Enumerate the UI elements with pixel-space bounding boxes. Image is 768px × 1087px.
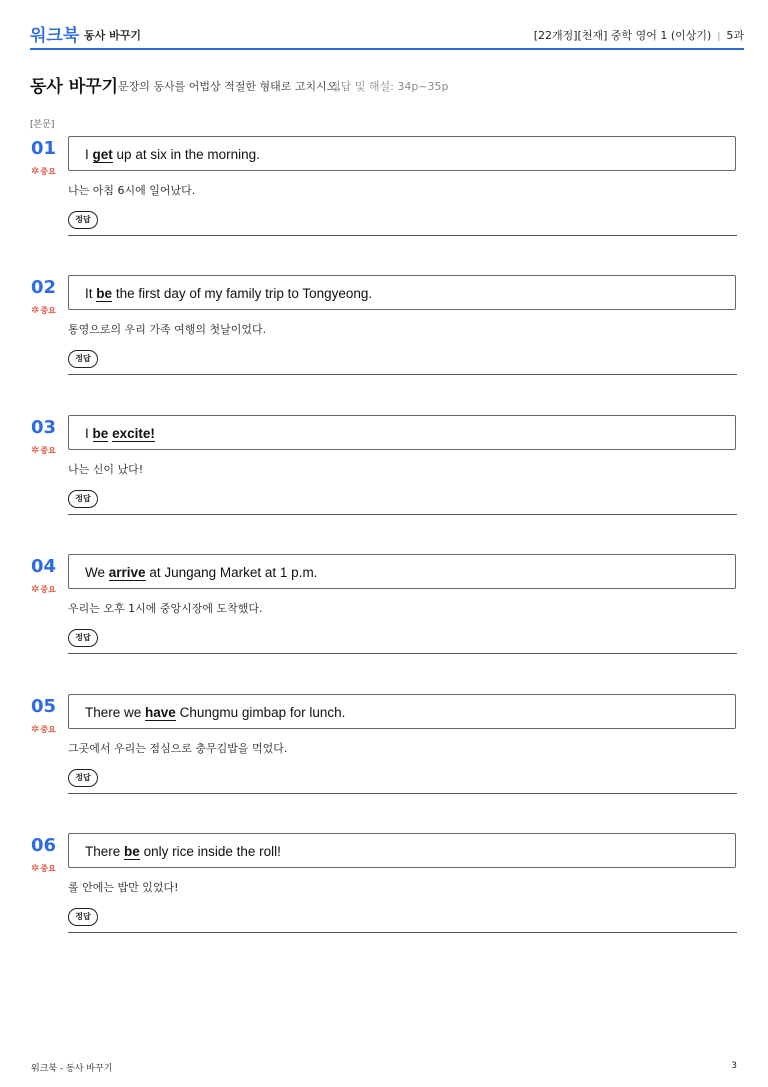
important-icon: ✲ <box>31 584 40 595</box>
target-verb: be <box>96 286 113 301</box>
question-item <box>0 833 768 943</box>
important-label: 중요 <box>40 446 56 455</box>
important-icon: ✲ <box>31 445 40 456</box>
sentence-part: There <box>85 844 121 859</box>
important-badge <box>31 445 56 456</box>
important-badge <box>31 305 56 316</box>
question-item <box>0 554 768 664</box>
sentence-text <box>85 705 345 720</box>
important-label: 중요 <box>40 585 56 594</box>
answer-button[interactable]: 정답 <box>68 211 98 229</box>
header-bar <box>30 16 744 50</box>
answer-line[interactable] <box>68 235 737 236</box>
sentence-box <box>68 275 736 310</box>
important-label: 중요 <box>40 864 56 873</box>
question-number: 05 <box>31 696 57 717</box>
important-label: 중요 <box>40 306 56 315</box>
sentence-part: It <box>85 286 93 301</box>
sentence-text <box>85 286 372 301</box>
answer-line[interactable] <box>68 932 737 933</box>
footer-title: 워크북 - 동사 바꾸기 <box>31 1064 113 1074</box>
section-label: [본문] <box>30 120 55 130</box>
sentence-text <box>85 565 317 580</box>
sentence-box <box>68 415 736 450</box>
question-item <box>0 275 768 385</box>
important-icon: ✲ <box>31 724 40 735</box>
answer-button[interactable]: 정답 <box>68 629 98 647</box>
target-verb: have <box>145 705 176 720</box>
lesson-label: 5과 <box>726 29 744 42</box>
sentence-part: only rice inside the roll! <box>143 844 281 859</box>
translation-text: 나는 신이 났다! <box>68 463 144 476</box>
target-verb: get <box>92 147 113 162</box>
sentence-part: We <box>85 565 106 580</box>
question-item <box>0 694 768 804</box>
course-info <box>534 27 744 43</box>
sentence-box <box>68 554 736 589</box>
answer-line[interactable] <box>68 374 737 375</box>
answer-button[interactable]: 정답 <box>68 490 98 508</box>
header-subtitle: 동사 바꾸기 <box>84 29 141 42</box>
sentence-part: up at six in the morning. <box>116 147 260 162</box>
important-badge <box>31 166 56 177</box>
translation-text: 나는 아침 6시에 일어났다. <box>68 184 196 197</box>
important-icon: ✲ <box>31 863 40 874</box>
question-item <box>0 136 768 246</box>
sentence-part: Chungmu gimbap for lunch. <box>179 705 346 720</box>
question-number: 06 <box>31 835 57 856</box>
translation-text: 우리는 오후 1시에 중앙시장에 도착했다. <box>68 602 263 615</box>
target-verb: excite! <box>112 426 155 441</box>
translation-text: 그곳에서 우리는 점심으로 충무김밥을 먹었다. <box>68 742 288 755</box>
sentence-box <box>68 136 736 171</box>
answer-line[interactable] <box>68 793 737 794</box>
answer-button[interactable]: 정답 <box>68 908 98 926</box>
sentence-part: There we <box>85 705 142 720</box>
target-verb: be <box>92 426 109 441</box>
sentence-box <box>68 833 736 868</box>
important-label: 중요 <box>40 725 56 734</box>
target-verb: be <box>124 844 140 859</box>
important-label: 중요 <box>40 167 56 176</box>
sentence-part: I <box>85 147 89 162</box>
answer-button[interactable]: 정답 <box>68 769 98 787</box>
important-icon: ✲ <box>31 305 40 316</box>
page-number: 3 <box>731 1061 737 1071</box>
answer-reference: 정답 및 해설: 34p~35p <box>330 80 449 93</box>
header-separator: | <box>717 32 721 42</box>
sentence-part: the first day of my family trip to Tongyeong. <box>115 286 373 301</box>
question-number: 01 <box>31 138 57 159</box>
course-name: [22개정][천재] 중학 영어 1 (이상기) <box>533 29 712 42</box>
sentence-text <box>85 147 260 162</box>
important-badge <box>31 863 56 874</box>
sentence-part: at Jungang Market at 1 p.m. <box>149 565 318 580</box>
translation-text: 통영으로의 우리 가족 여행의 첫날이었다. <box>68 323 267 336</box>
question-item <box>0 415 768 525</box>
sentence-text <box>85 426 155 441</box>
sentence-text <box>85 844 281 859</box>
brand-title: 워크북 <box>30 26 80 46</box>
sentence-part: I <box>85 426 89 441</box>
translation-text: 롤 안에는 밥만 있었다! <box>68 881 179 894</box>
sentence-box <box>68 694 736 729</box>
question-number: 03 <box>31 417 57 438</box>
answer-line[interactable] <box>68 514 737 515</box>
instruction-text: 문장의 동사를 어법상 적절한 형태로 고치시오. <box>118 80 341 93</box>
question-number: 04 <box>31 556 57 577</box>
important-badge <box>31 584 56 595</box>
page-title: 동사 바꾸기 <box>30 77 119 97</box>
answer-button[interactable]: 정답 <box>68 350 98 368</box>
question-number: 02 <box>31 277 57 298</box>
important-icon: ✲ <box>31 166 40 177</box>
answer-line[interactable] <box>68 653 737 654</box>
important-badge <box>31 724 56 735</box>
target-verb: arrive <box>108 565 146 580</box>
